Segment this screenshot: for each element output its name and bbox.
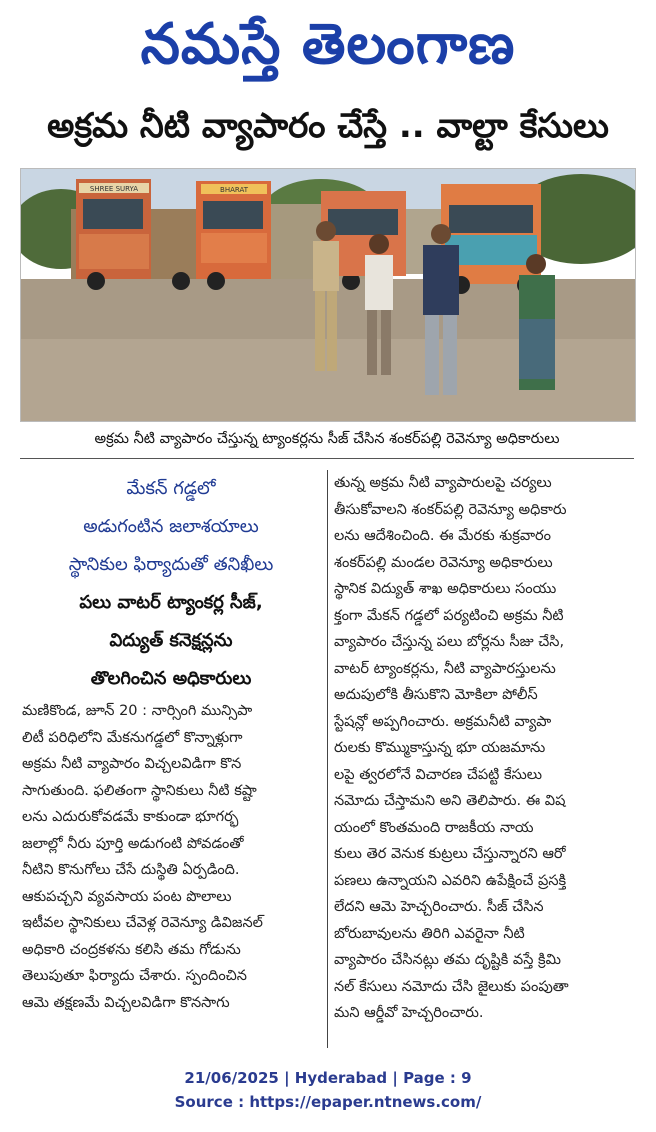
body-line: అదుపులోకి తీసుకొని మోకిలా పోలీస్ [334,687,538,703]
body-line: రులకు కొమ్ముకాస్తున్న భూ యజమాను [334,740,546,756]
body-line: ఇటీవల స్థానికులు చేవెళ్ల రెవెన్యూ డివిజనల్ [22,915,263,931]
body-line: యంలో కొంతమంది రాజకీయ నాయ [334,819,534,836]
subheading-2: అడుగంటిన జలాశయాలు [83,516,259,537]
photo-caption: అక్రమ నీటి వ్యాపారం చేస్తున్న ట్యాంకర్లను సీజ్ చేసిన శంకర్‌పల్లి రెవెన్యూ అధికారులు [94,431,560,447]
caption-divider [20,458,634,459]
body-line: సాగుతుంది. ఫలితంగా స్థానికులు నీటి కష్టా [22,782,257,799]
body-line: శంకర్‌పల్లి మండల రెవెన్యూ అధికారులు [334,554,553,571]
body-line: లను ఆదేశించింది. ఈ మేరకు శుక్రవారం [334,528,551,544]
body-line: స్టేషన్లో అప్పగించారు. అక్రమనీటి వ్యాపా [334,713,552,730]
footer-source-link[interactable]: Source : https://epaper.ntnews.com/ [174,1093,482,1111]
body-line: లపై త్వరలోనే విచారణ చేపట్టి కేసులు [334,766,543,783]
body-line: మణికొండ, జూన్ 20 : నార్సింగి మున్సిపా [22,703,253,719]
body-line: స్థానిక విద్యుత్ శాఖ అధికారులు సంయు [334,581,557,597]
article-body-right [334,470,634,1027]
subheading-5: విద్యుత్ కనెక్షన్లను [109,630,233,651]
svg-text:SHREE SURYA: SHREE SURYA [89,185,139,193]
article-headline: అక్రమ నీటి వ్యాపారం చేస్తే .. వాల్టా కేసులు [47,106,609,146]
column-divider [327,470,328,1048]
body-line: వాటర్ ట్యాంకర్లను, నీటి వ్యాపారస్తులను [334,660,556,677]
footer-date-line: 21/06/2025 | Hyderabad | Page : 9 [184,1069,472,1087]
body-line: లిటీ పరిధిలోని మేకనుగడ్డలో కొన్నాళ్లుగా [22,729,243,746]
body-line: తీసుకోవాలని శంకర్‌పల్లి రెవెన్యూ అధికారు [334,501,567,518]
news-photo [20,168,636,422]
body-line: కులు తెర వెనుక కుట్రలు చేస్తున్నారని ఆరో [334,846,566,862]
body-line: నీటిని కొనుగోలు చేసే దుస్థితి ఏర్పడింది. [22,862,240,878]
body-line: నమోదు చేస్తామని అని తెలిపారు. ఈ విష [334,793,566,809]
body-line: వ్యాపారం చేసినట్లు తమ దృష్టికి వస్తే క్రిమి [334,952,561,968]
body-line: లేదని ఆమె హెచ్చరించారు. సీజ్ చేసిన [334,899,544,915]
body-line: అక్రమ నీటి వ్యాపారం విచ్చలవిడిగా కొన [22,756,242,772]
body-line: నల్ కేసులు నమోదు చేసి జైలుకు పంపుతా [334,978,569,995]
body-line: మని ఆర్డీవో హెచ్చరించారు. [334,1005,484,1021]
subheading-3: స్థానికుల ఫిర్యాదుతో తనిఖీలు [68,554,274,575]
body-line: బోరుబావులను తిరిగి ఎవరైనా నీటి [334,925,525,942]
left-column [22,470,320,1070]
body-line: ఆకుపచ్చని వ్యవసాయ పంట పొలాలు [22,888,232,905]
subheading-6: తొలగించిన అధికారులు [90,668,252,689]
body-line: లను ఎదురుకోవడమే కాకుండా భూగర్భ [22,809,239,825]
subheading-1: మేకన్ గడ్డలో [126,478,216,499]
body-line: ఆమె తక్షణమే విచ్చలవిడిగా కొనసాగు [22,994,230,1011]
tankers-photo-illustration [21,169,635,421]
page-footer [0,1066,656,1122]
body-line: తెలుపుతూ ఫిర్యాదు చేశారు. స్పందించిన [22,968,247,984]
body-line: అధికారి చంద్రకళను కలిసి తమ గోడును [22,941,241,958]
body-line: పణలు ఉన్నాయని ఎవరిని ఉపేక్షించే ప్రసక్తి [334,872,567,889]
body-line: జలాల్లో నీరు పూర్తి అడుగంటి పోవడంతో [22,835,244,852]
body-line: వ్యాపారం చేస్తున్న పలు బోర్లను సీజు చేసి, [334,634,565,650]
body-line: తున్న అక్రమ నీటి వ్యాపారులపై చర్యలు [334,475,552,491]
svg-text:BHARAT: BHARAT [220,186,248,194]
subheading-4: పలు వాటర్ ట్యాంకర్ల సీజ్, [79,592,263,613]
article-body-left [22,698,320,1016]
right-column [334,470,634,1070]
body-line: క్తంగా మేకన్ గడ్డలో పర్యటించి అక్రమ నీటి [334,607,564,624]
newspaper-masthead: నమస్తే తెలంగాణ [140,12,516,77]
